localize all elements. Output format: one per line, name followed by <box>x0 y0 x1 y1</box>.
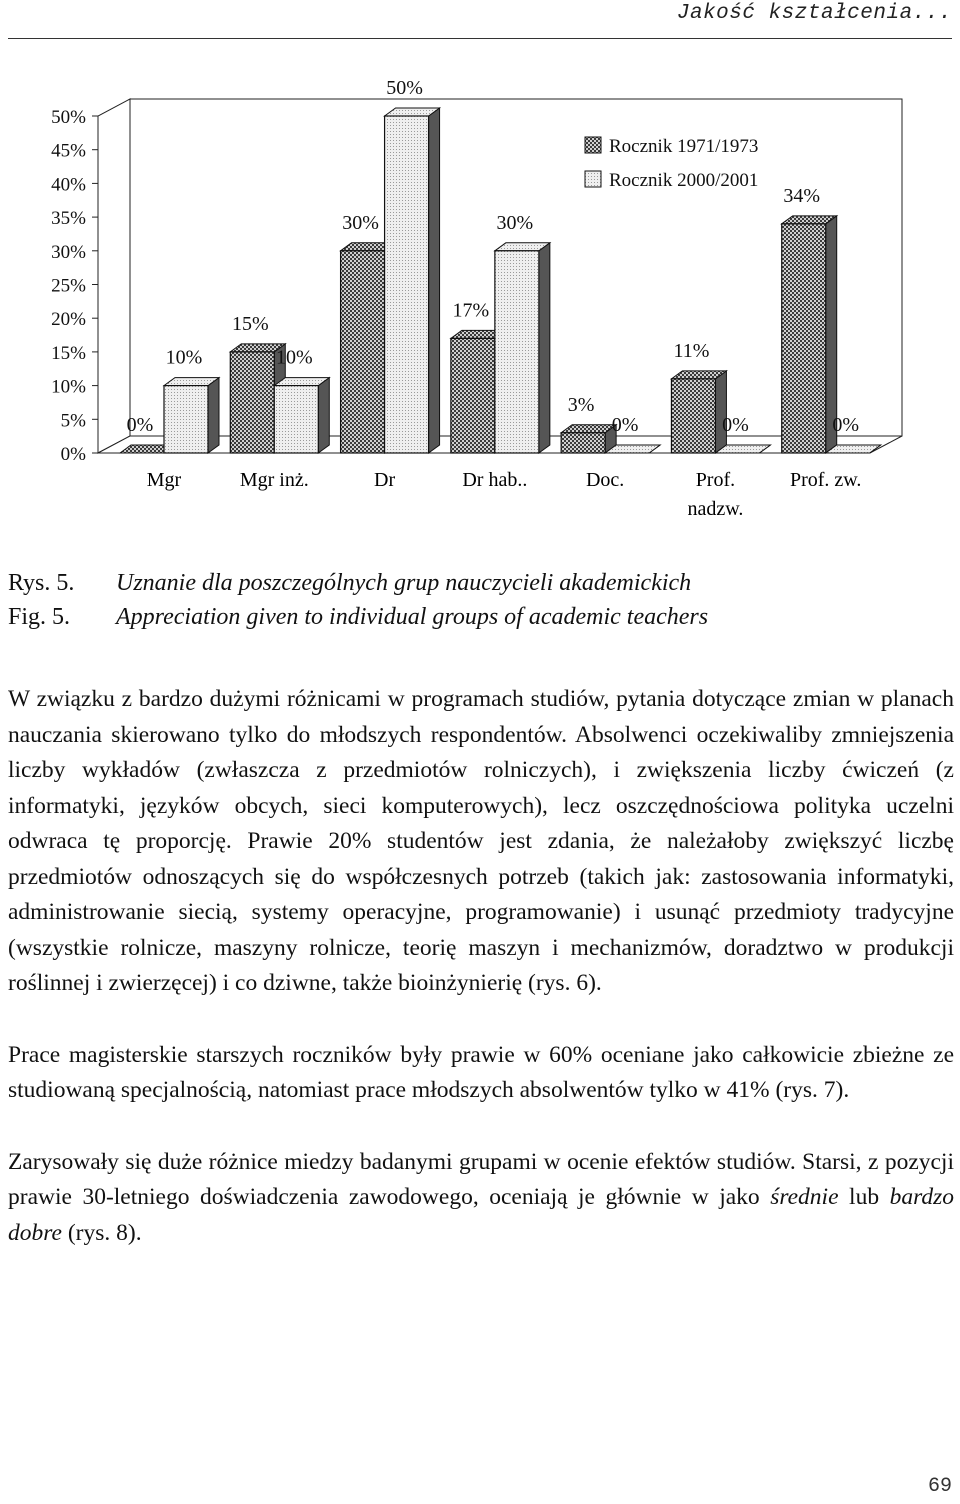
category-label: Prof. <box>695 469 736 491</box>
data-label-1-2: 50% <box>386 80 423 99</box>
bar-0-4-front <box>561 433 605 453</box>
paragraph-2: Prace magisterskie starszych roczników były prawie w 60% oceniane jako całkowicie zbieżne ze studiowaną specjalnością, natomiast prace młodszych absolwentów tylko w 41% (rys. 7). <box>8 1041 954 1103</box>
side-wall <box>98 99 130 453</box>
data-label-1-0: 10% <box>165 346 203 369</box>
bar-1-0-side <box>208 378 219 453</box>
category-label: Mgr inż. <box>239 469 309 491</box>
category-label: Doc. <box>585 469 625 491</box>
figure-title-en: Appreciation given to individual groups of academic teachers <box>116 604 709 630</box>
y-tick-label: 15% <box>51 342 86 364</box>
bar-0-3-front <box>451 338 495 453</box>
data-label-0-6: 34% <box>783 184 821 207</box>
category-label: Mgr <box>146 469 182 491</box>
category-label: Dr <box>374 469 396 491</box>
bar-0-4 <box>561 425 616 453</box>
paragraph-3-text-c: (rys. 8). <box>61 1219 142 1246</box>
data-label-0-5: 11% <box>673 339 710 362</box>
y-tick-label: 20% <box>51 309 86 331</box>
legend-label-0: Rocznik 1971/1973 <box>609 136 759 157</box>
figure-number-pl: Rys. 5. <box>8 570 75 596</box>
bar-1-0 <box>164 378 219 453</box>
data-label-1-4: 0% <box>611 414 639 436</box>
bar-1-2-front <box>385 116 429 453</box>
bar-0-5-front <box>671 379 715 453</box>
data-label-0-1: 15% <box>231 312 269 335</box>
data-label-0-4: 3% <box>567 393 595 416</box>
y-tick-label: 45% <box>51 140 86 162</box>
bar-1-1-side <box>318 378 329 453</box>
bar-1-1 <box>274 378 329 453</box>
figure-caption-en <box>0 600 960 634</box>
category-label: Dr hab.. <box>462 469 528 491</box>
paragraph-3-text-b: lub <box>838 1184 890 1210</box>
category-label: Prof. zw. <box>789 469 862 491</box>
bar-0-6 <box>782 216 837 453</box>
category-label: nadzw. <box>687 498 744 520</box>
paragraph-3 <box>8 1145 954 1252</box>
y-tick-label: 25% <box>51 275 86 297</box>
y-tick-label: 30% <box>51 241 86 263</box>
legend-swatch-1 <box>585 171 601 187</box>
bar-1-3 <box>495 243 550 453</box>
bar-1-1-front <box>274 386 318 453</box>
bar-1-2-side <box>429 108 440 453</box>
legend-label-1: Rocznik 2000/2001 <box>609 170 759 191</box>
data-label-1-5: 0% <box>722 414 749 436</box>
y-tick-label: 40% <box>51 174 86 196</box>
data-label-0-0: 0% <box>126 414 154 436</box>
figure-number-en: Fig. 5. <box>8 604 71 630</box>
data-label-0-2: 30% <box>342 211 379 234</box>
bar-0-5 <box>671 371 726 453</box>
y-tick-label: 5% <box>60 410 86 432</box>
bar-chart <box>0 80 960 540</box>
y-tick-label: 35% <box>51 208 86 230</box>
y-tick-label: 0% <box>60 444 86 465</box>
bar-0-1-front <box>230 352 274 453</box>
figure-title-pl: Uznanie dla poszczególnych grup nauczycieli akademickich <box>116 570 692 596</box>
bar-1-3-front <box>495 251 539 453</box>
paragraph-1: W związku z bardzo dużymi różnicami w programach studiów, pytania dotyczące zmian w planach nauczania skierowano tylko do młodszych respondentów. Absolwenci oczekiwaliby zmniejszenia liczby wykładów (zwłaszcza z przedmiotów rolniczych), i zwiększenia liczby ćwiczeń (z informatyki, języków obcych, sieci komputerowych), lecz oszczędnościowa polityka uczelni odwraca tę proporcję. Prawie 20% studentów jest zdania, że należałoby zwiększyć liczbę przedmiotów odnoszących się do współczesnych potrzeb (takich jak: zastosowania informatyki, administrowanie siecią, systemy operacyjne, programowanie) i usunąć przedmioty tradycyjne (wszystkie rolnicze, maszyny rolnicze, teorię maszyn i mechanizmów, doradztwo w produkcji roślinnej i zwierzęcej) i co dziwne, także bioinżynierię (rys. 6). <box>8 686 954 996</box>
data-label-0-3: 17% <box>452 299 490 322</box>
bar-1-3-side <box>539 243 550 453</box>
y-tick-label: 50% <box>51 107 86 128</box>
paragraph-3-emphasis-2: bardzo dobre <box>8 1184 955 1246</box>
paragraph-3-emphasis-1: średnie <box>770 1184 839 1210</box>
header-rule <box>8 38 952 39</box>
legend-swatch-0 <box>585 137 601 153</box>
bar-0-6-front <box>782 224 826 453</box>
paragraph-3-text-a: Zarysowały się duże różnice miedzy badanymi grupami w ocenie efektów studiów. Starsi, z pozycji prawie 30-letniego doświadczenia zawodowego, oceniają je głównie w jako <box>8 1148 954 1210</box>
figure-caption-pl <box>0 566 960 600</box>
y-tick-label: 10% <box>51 376 86 398</box>
data-label-1-6: 0% <box>832 414 860 436</box>
bar-1-2 <box>385 108 440 453</box>
bar-1-0-front <box>164 386 208 453</box>
data-label-1-1: 10% <box>275 346 313 369</box>
page-number: 69 <box>927 1475 952 1498</box>
running-header: Jakość kształcenia... <box>676 2 952 25</box>
bar-0-5-side <box>715 371 726 453</box>
data-label-1-3: 30% <box>496 211 534 234</box>
body-text <box>8 682 954 1251</box>
bar-0-2-front <box>341 251 385 453</box>
